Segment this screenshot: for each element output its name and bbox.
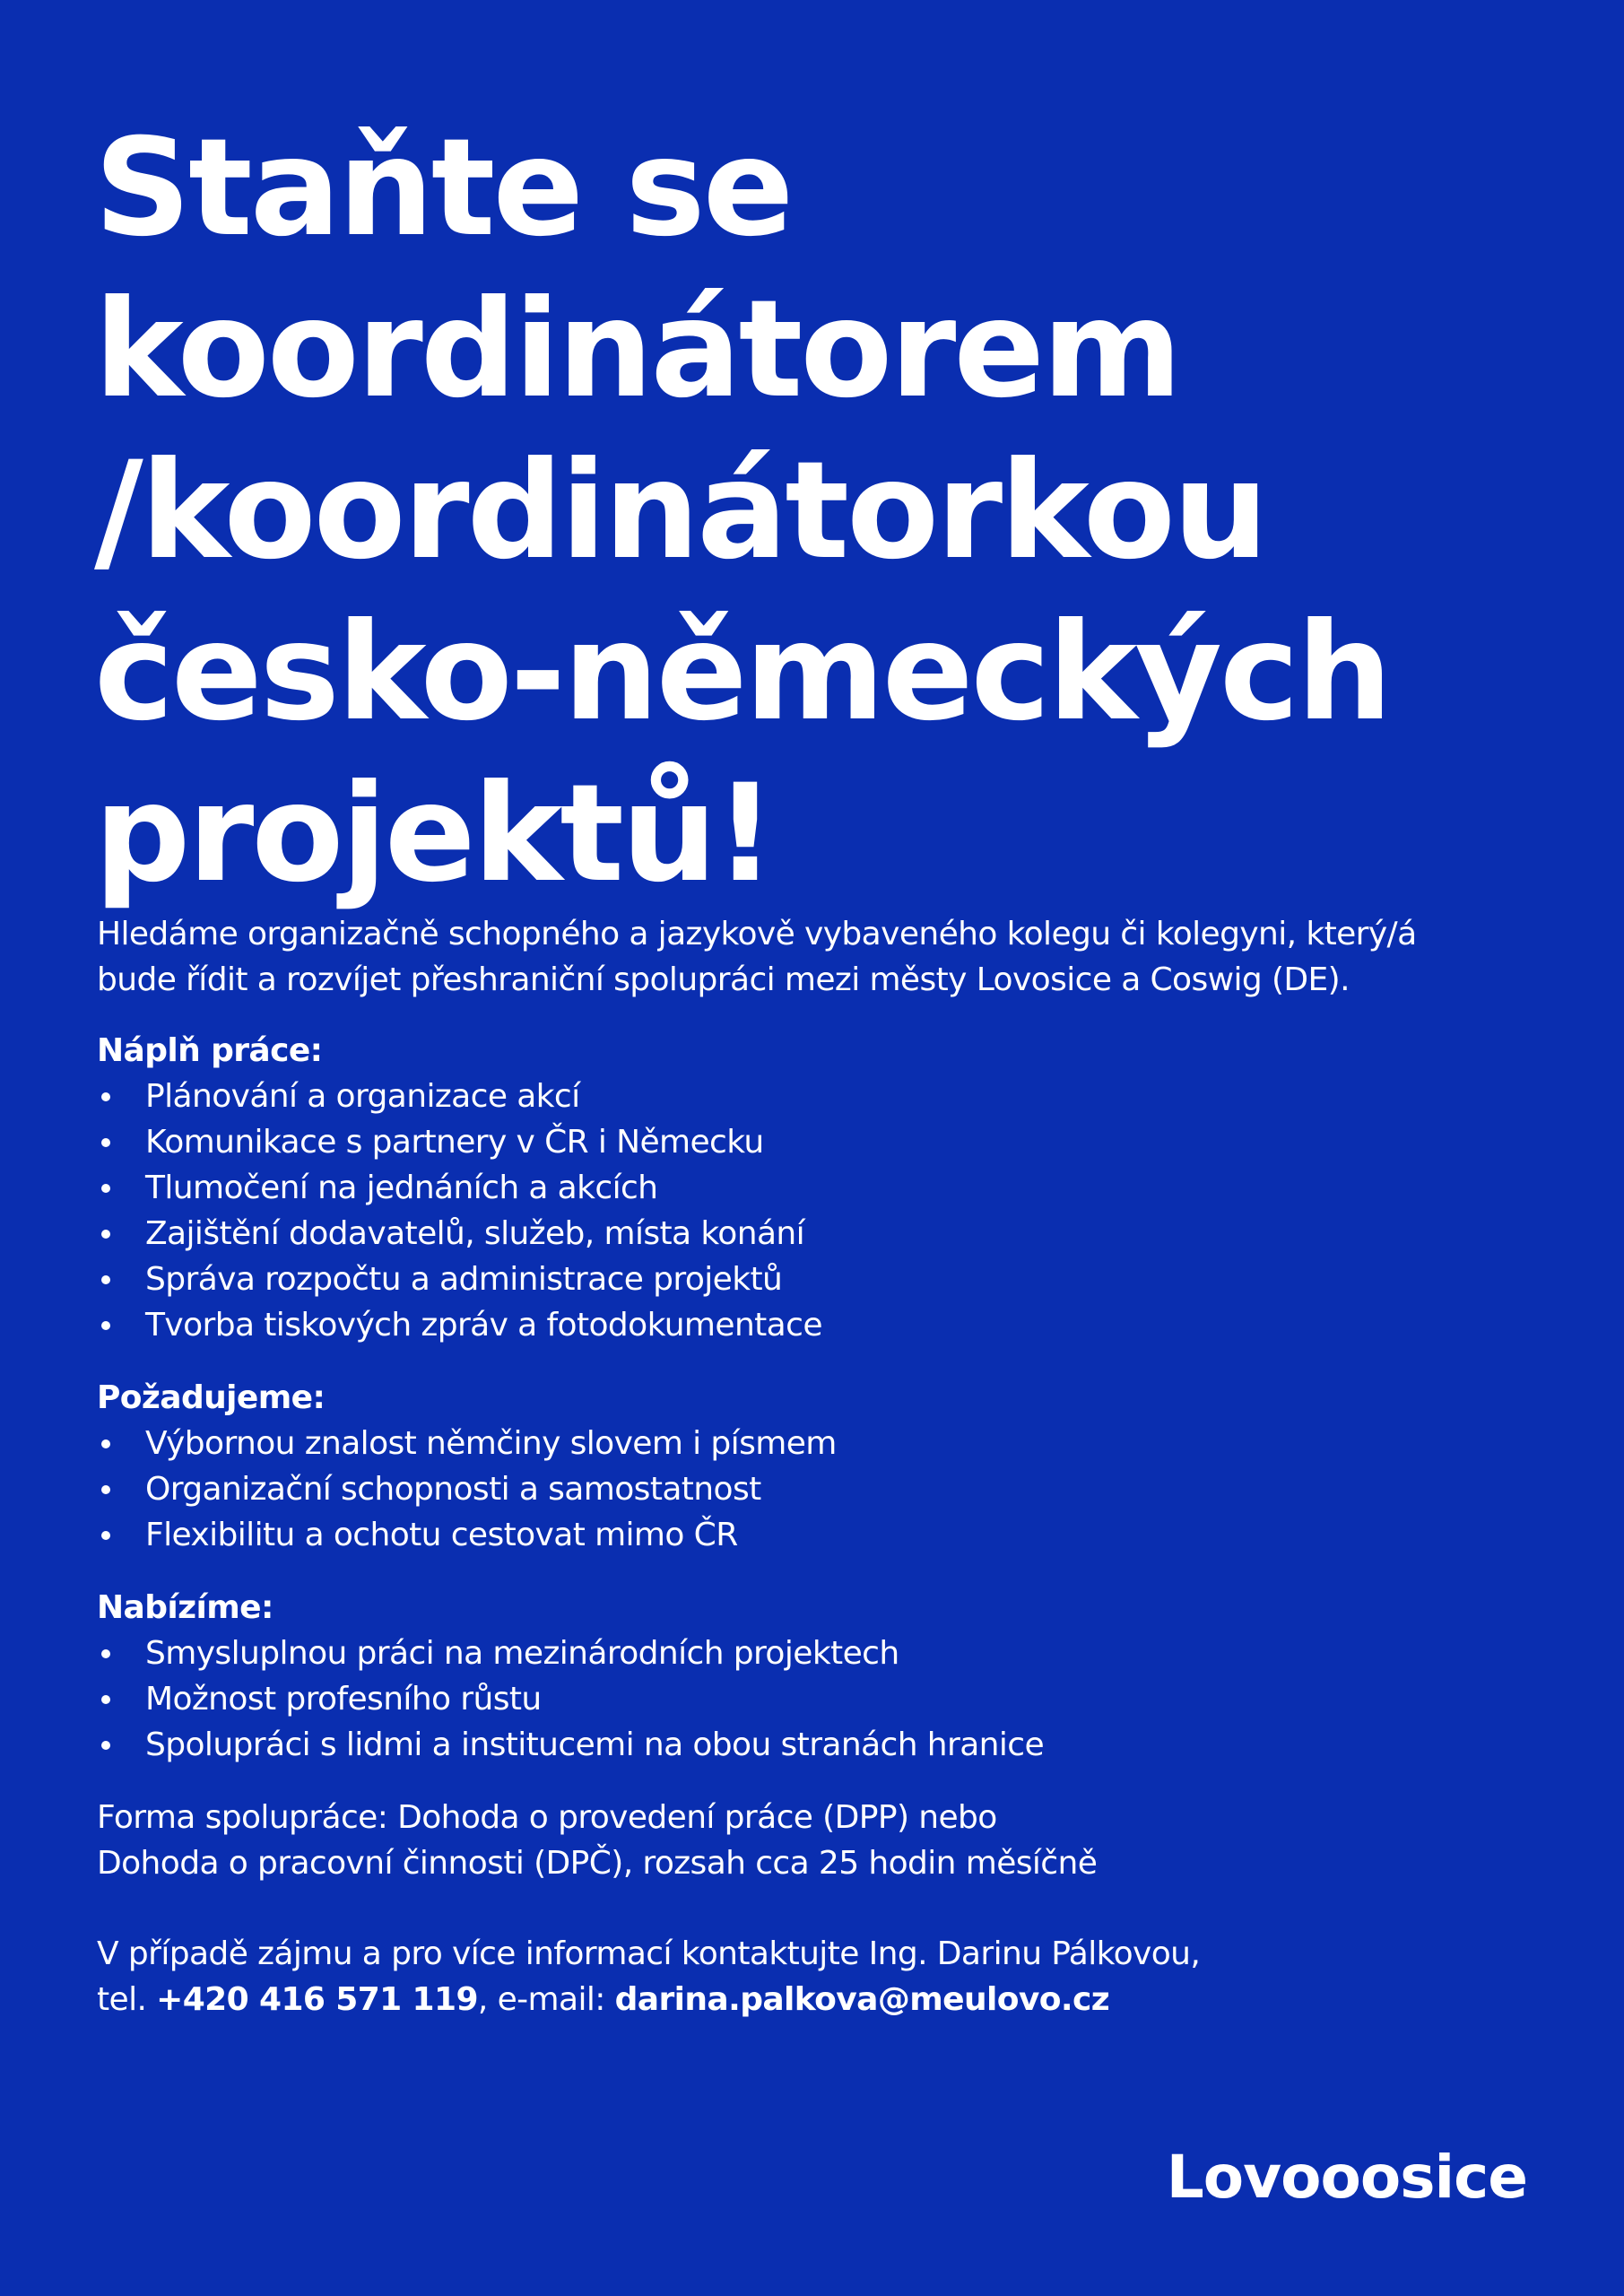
list-item: Plánování a organizace akcí <box>97 1074 1532 1119</box>
headline-line: projektů! <box>94 756 774 912</box>
contact-info <box>97 1931 1532 2022</box>
list-item: Tvorba tiskových zpráv a fotodokumentace <box>97 1302 1532 1348</box>
employment-line: Forma spolupráce: Dohoda o provedení práce (DPP) nebo <box>97 1799 997 1836</box>
section-title: Náplň práce: <box>97 1032 323 1069</box>
contact-details-line <box>97 1977 1532 2022</box>
section-offer <box>97 1585 1532 1768</box>
body-content <box>97 911 1532 2022</box>
requirements-list <box>97 1421 1532 1558</box>
list-item: Smysluplnou práci na mezinárodních projektech <box>97 1631 1532 1676</box>
list-item: Organizační schopnosti a samostatnost <box>97 1466 1532 1512</box>
headline-line: koordinátorem <box>94 272 1180 428</box>
headline-line: česko-německých <box>94 595 1390 751</box>
email-prefix: , e-mail: <box>477 1981 615 2018</box>
intro-line: bude řídit a rozvíjet přeshraniční spolupráci mezi městy Lovosice a Coswig (DE). <box>97 961 1350 998</box>
headline-line: /koordinátorkou <box>94 433 1266 589</box>
list-item: Výbornou znalost němčiny slovem i písmem <box>97 1421 1532 1466</box>
list-item: Flexibilitu a ochotu cestovat mimo ČR <box>97 1512 1532 1558</box>
email-address[interactable]: darina.palkova@meulovo.cz <box>614 1981 1110 2018</box>
list-item: Správa rozpočtu a administrace projektů <box>97 1257 1532 1302</box>
lovosice-logo: Lovooosice <box>1166 2143 1527 2212</box>
employment-terms <box>97 1795 1532 1886</box>
employment-line: Dohoda o pracovní činnosti (DPČ), rozsah cca 25 hodin měsíčně <box>97 1845 1098 1882</box>
phone-number[interactable]: +420 416 571 119 <box>156 1981 478 2018</box>
section-title: Nabízíme: <box>97 1589 274 1626</box>
section-requirements <box>97 1375 1532 1558</box>
headline-line: Staňte se <box>94 110 792 266</box>
offer-list <box>97 1631 1532 1768</box>
intro-line: Hledáme organizačně schopného a jazykově vybaveného kolegu či kolegyni, který/á <box>97 916 1417 952</box>
section-title: Požadujeme: <box>97 1379 326 1416</box>
list-item: Spolupráci s lidmi a institucemi na obou stranách hranice <box>97 1722 1532 1768</box>
phone-prefix: tel. <box>97 1981 157 2018</box>
section-job-duties <box>97 1028 1532 1348</box>
list-item: Komunikace s partnery v ČR i Německu <box>97 1119 1532 1165</box>
headline <box>94 108 1529 915</box>
list-item: Možnost profesního růstu <box>97 1676 1532 1722</box>
list-item: Zajištění dodavatelů, služeb, místa konání <box>97 1211 1532 1257</box>
list-item: Tlumočení na jednáních a akcích <box>97 1165 1532 1211</box>
contact-line: V případě zájmu a pro více informací kontaktujte Ing. Darinu Pálkovou, <box>97 1935 1201 1972</box>
duties-list <box>97 1074 1532 1348</box>
intro-paragraph <box>97 911 1532 1003</box>
